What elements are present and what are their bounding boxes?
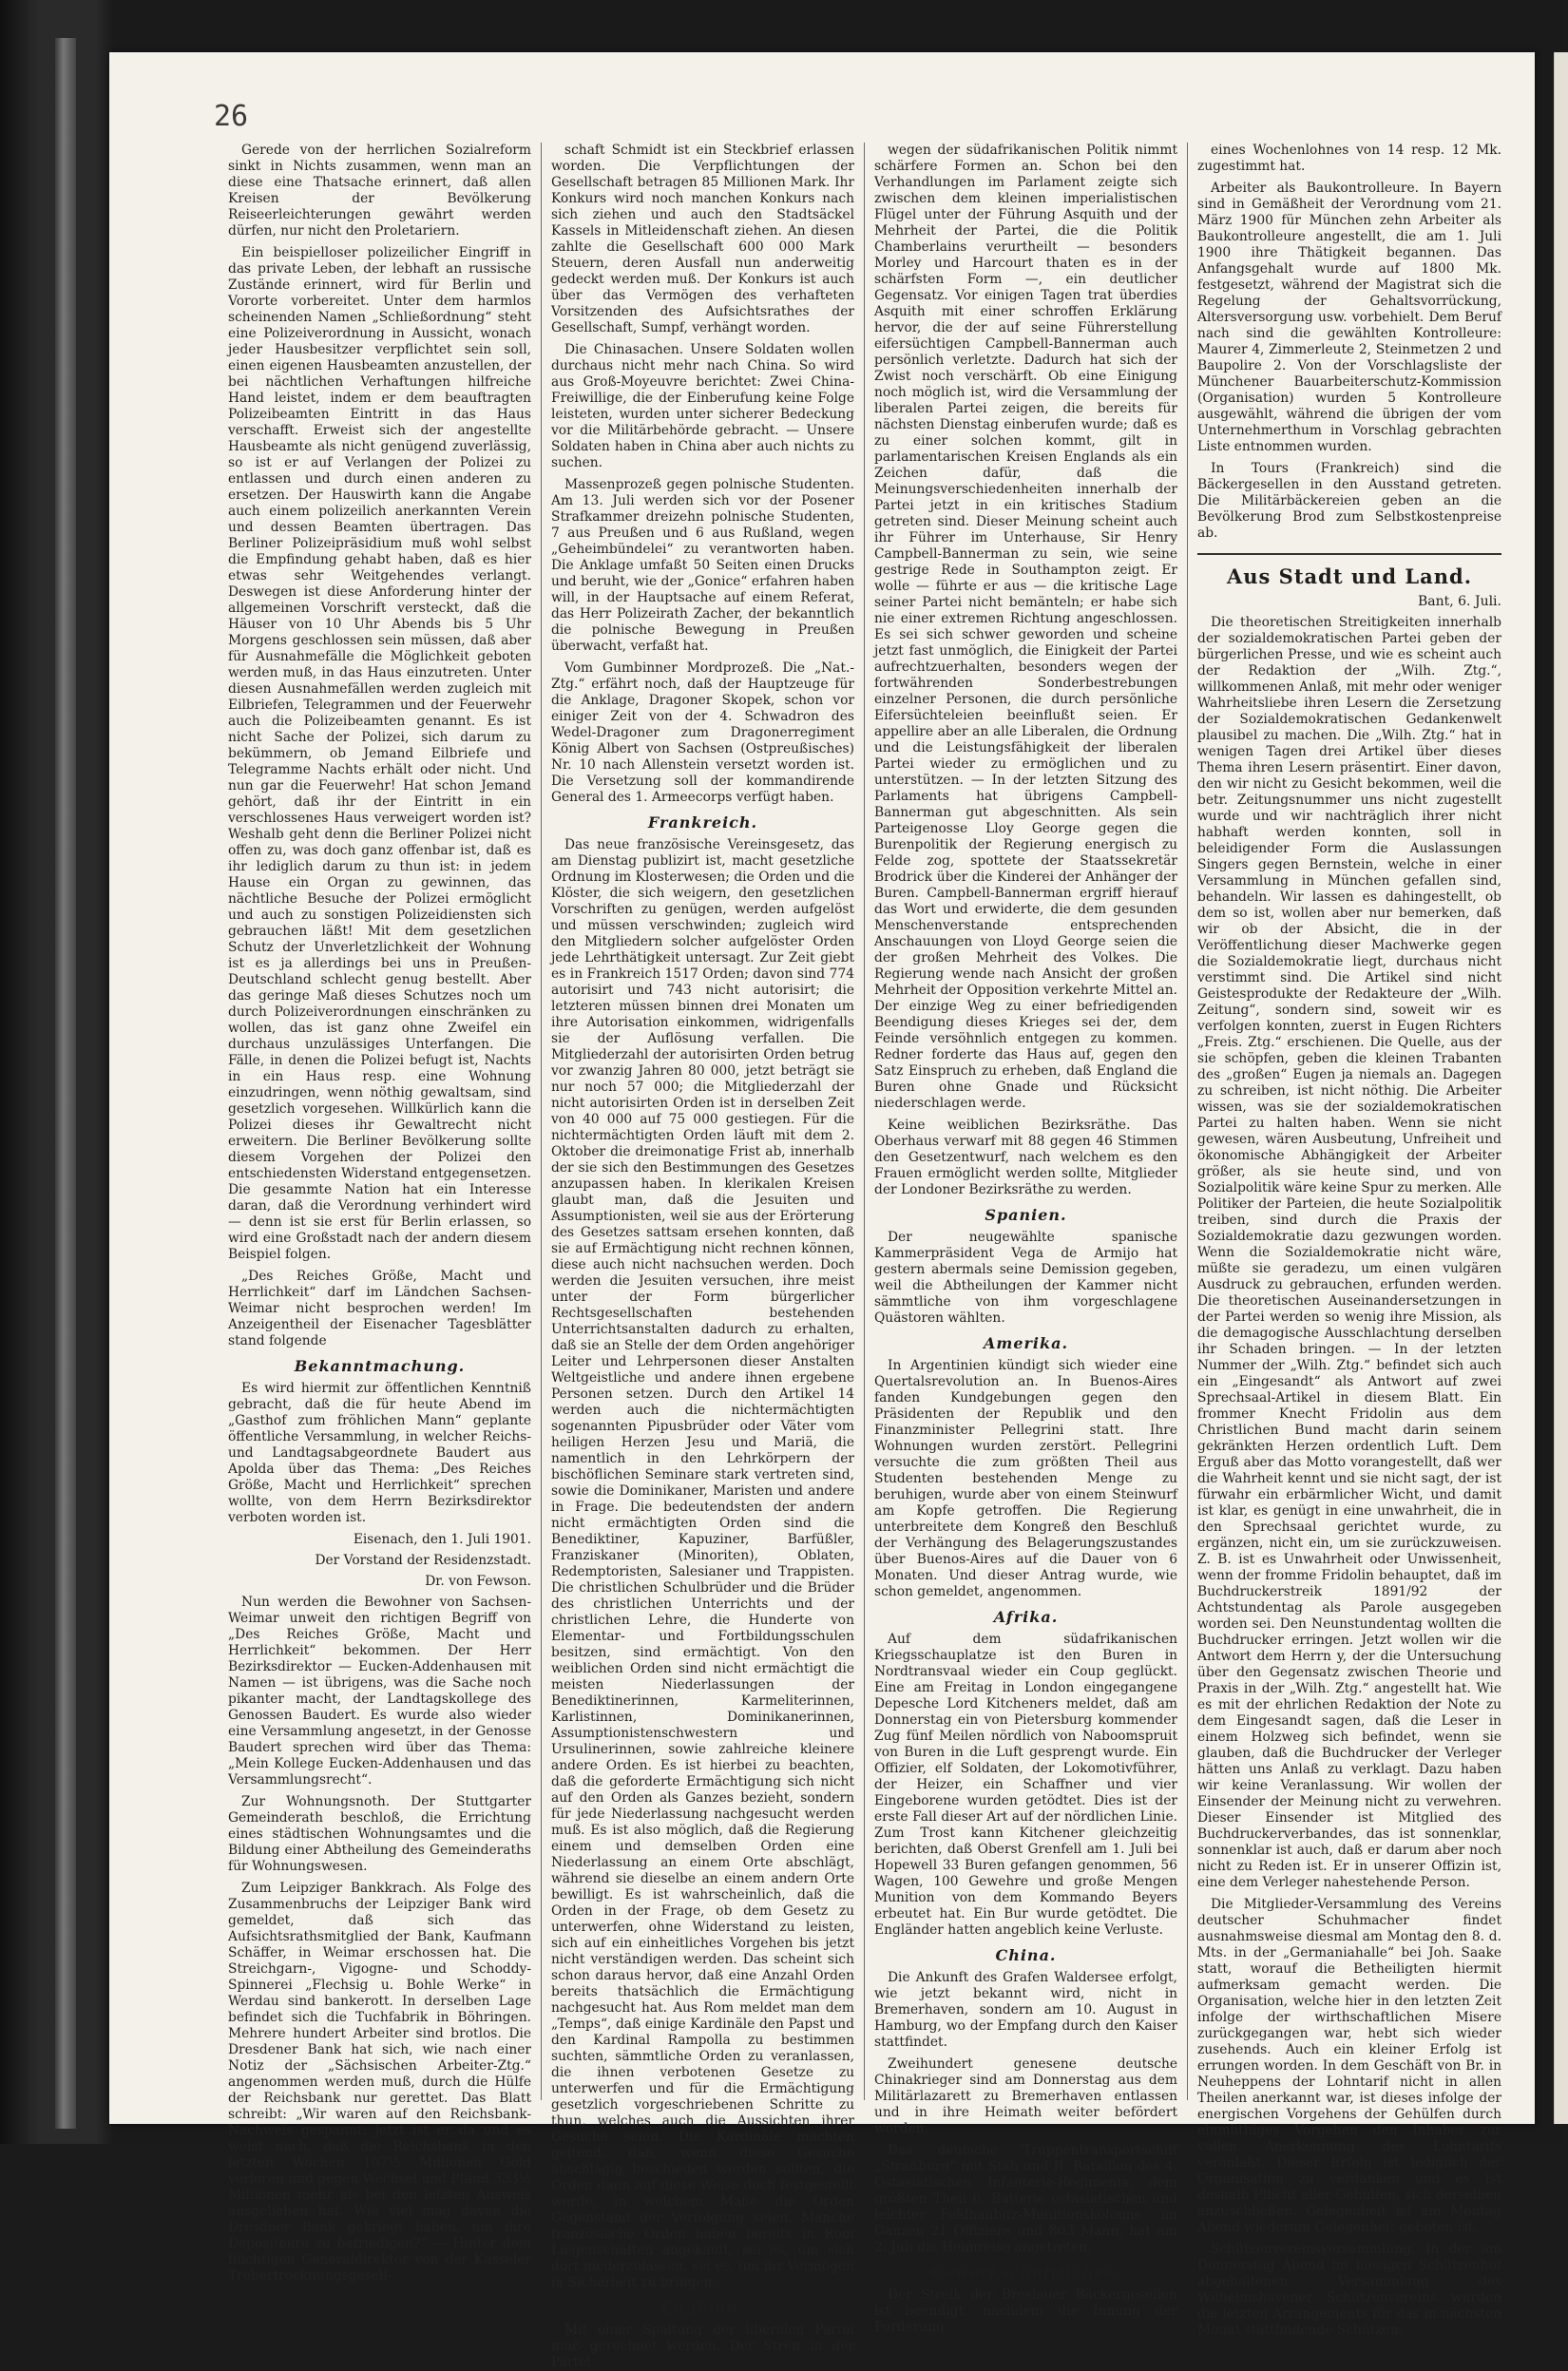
signature-line: Eisenach, den 1. Juli 1901.: [353, 1532, 531, 1547]
column-4: [1188, 143, 1511, 2338]
article-paragraph: Die theoretischen Streitigkeiten innerhalb der sozialdemokratischen Partei geben der bürgerlichen Presse, und wie es scheint auch der Redaktion der „Wilh. Ztg.“, willkommenen Anlaß, mit mehr oder weniger Wahrheitsliebe ihren Lesern die Zersetzung der Sozialdemokratischen Gedankenwelt plausibel zu machen. Die „Wilh. Ztg.“ hat in wenigen Tagen drei Artikel über dieses Thema ihren Lesern präsentirt. Einer davon, den wir nicht zu Gesicht bekommen, weil die betr. Zeitungsnummer uns nicht zugestellt wurde und wir nachträglich ihrer nicht habhaft werden konnten, soll in beleidigender Form die Auslassungen Singers gegen Bernstein, welche in einer Versammlung in München gefallen sind, behandeln. Wir lassen es dahingestellt, ob dem so ist, wollen aber nur bemerken, daß wir ob der Absicht, die in der Veröffentlichung dieser Machwerke gegen die Sozialdemokratie liegt, durchaus nicht verstimmt sind. Die Artikel sind nicht Geistesprodukte der Redakteure der „Wilh. Zeitung“, sondern sind, soweit wir es verfolgen konnten, zuerst in Eugen Richters „Freis. Ztg.“ erschienen. Die Quelle, aus der sie schöpfen, geben die kleinen Trabanten des „großen“ Eugen ja niemals an. Dagegen zu schreiben, ist nicht nöthig. Die Arbeiter wissen, was sie der sozialdemokratischen Partei zu halten haben. Wenn sie nicht gewesen, wären Ausbeutung, Unfreiheit und ökonomische Abhängigkeit der Arbeiter größer, als sie heute sind, und von Sozialpolitik wäre keine Spur zu merken. Alle Politiker der Parteien, die heute Sozialpolitik treiben, sind durch die Praxis der Sozialdemokratie dazu gezwungen worden. Wenn die Sozialdemokratie nicht wäre, müßte sie geradezu, um einen vulgären Ausdruck zu gebrauchen, erfunden werden. Die theoretischen Auseinandersetzungen in der Partei werden so wenig ihre Mission, als die demagogische Ausschlachtung derselben ihr Schaden bringen. — In der letzten Nummer der „Wilh. Ztg.“ befindet sich auch ein „Eingesandt“ als Antwort auf zwei Sprechsaal-Artikel in diesem Blatt. Ein frommer Knecht Fridolin aus dem Christlichen Bund macht darin seinem gekränkten Herzen ordentlich Luft. Dem Erguß aber das Motto vorangestellt, daß wer die Wahrheit kennt und sie nicht sagt, der ist fürwahr ein erbärmlicher Wicht, und damit ist klar, es genügt in eine unwahrheit, die in den Sprechsaal gerichtet wurde, zu ergänzen, nicht ein, um sie zurückzuweisen. Z. B. ist es Unwahrheit oder Unwissenheit, wenn der fromme Fridolin behauptet, daß im Buchdruckerstreik 1891/92 der Achtstundentag als Parole ausgegeben worden sei. Den Neunstundentag wollten die Buchdrucker erringen. Jetzt wollen wir die Antwort dem Herrn y, der die Untersuchung über den Gegensatz zwischen Theorie und Praxis in der „Wilh. Ztg.“ angestellt hat. Wie es mit der ehrlichen Redaktion der Note zu dem Eingesandt sagen, daß die Leser in einem Holzweg sich befindet, wenn sie glauben, daß die Buchdrucker der Verleger hätten uns Anlaß zu verklagt. Dazu haben wir keine Veranlassung. Wir wollen der Einsender der Meinung nicht zu verwehren. Dieser Einsender ist Mitglied des Buchdruckerverbandes, das ist sonnenklar, sonnenklar ist auch, daß er darum aber noch nicht zu Reden ist. Er in unserer Offizin ist, eine dem Verleger nahestehende Person.: [1197, 615, 1501, 1890]
section-heading: Frankreich.: [647, 813, 758, 832]
article-paragraph: Zum Leipziger Bankkrach. Als Folge des Zusammenbruchs der Leipziger Bank wird gemeldet, daß sich das Aufsichtsrathsmitglied der Bank, Kaufmann Schäffer, in Weimar erschossen hat. Die Streichgarn-, Vigogne- und Schoddy-Spinnerei „Flechsig u. Bohle Werke“ in Werdau sind bankerott. In derselben Lage befindet sich die Tuchfabrik in Böhringen. Mehrere hundert Arbeiter sind brotlos. Die Dresdener Bank hat sich, wie nach einer Notiz der „Sächsischen Arbeiter-Ztg.“ angenommen werden muß, durch die Hülfe der Reichsbank nur gerettet. Das Blatt schreibt: „Wir waren auf den Reichsbank-Nachweis gespannt; jetzt ist er da und es weist nach, daß die Reichsbank in den letzten Wochen 107½ Millionen Gold verloren und gegen Wechsel und Pfand 333⅓ Millionen mehr als bei den letzten Ausweis ausgeliehen hat. Wie viel mag davon die Dresdner Bank gekriegt haben, um ihre Depositeure zu befriedigen?“ — Hinter dem flüchtigen Generaldirektor von der Kasseler Trebertrocknungsgesell-: [228, 1881, 531, 2284]
article-paragraph: Gerede von der herrlichen Sozialreform sinkt in Nichts zusammen, wenn man an diese eine Thatsache erinnert, daß allen Kreisen der Bevölkerung Reiseerleichterungen gewährt werden dürfen, nur nicht den Proletariern.: [228, 143, 531, 239]
signature-line: Der Vorstand der Residenzstadt.: [315, 1553, 531, 1568]
article-paragraph: Arbeiter als Baukontrolleure. In Bayern sind in Gemäßheit der Verordnung vom 21. März 1900 für München zehn Arbeiter als Baukontrolleure angestellt, die am 1. Juli 1900 ihre Thätigkeit begannen. Das Anfangsgehalt wurde auf 1800 Mk. festgesetzt, während der Magistrat sich die Regelung der Gehaltsvorrückung, Altersversorgung usw. vorbehielt. Dem Beruf nach sind die gewählten Kontrolleure: Maurer 4, Zimmerleute 2, Steinmetzen 2 und Baupolire 2. Von der Vorschlagsliste der Münchener Bauarbeiterschutz-Kommission (Organisation) wurden 5 Kontrolleure ausgewählt, während die übrigen der vom Unternehmerthum in Vorschlag gebrachten Liste entnommen wurden.: [1197, 181, 1501, 454]
article-paragraph: Mit einer Spaltung der liberalen Partei muß gerechnet werden. Der Streit in der Partei: [551, 2323, 854, 2370]
article-paragraph: Der neugewählte spanische Kammerpräsident Vega de Armijo hat gestern abermals seine Demission gegeben, weil die Abtheilungen der Kammer nicht sämmtliche von ihm vorgeschlagene Quästoren wählten.: [874, 1230, 1177, 1326]
article-paragraph: wegen der südafrikanischen Politik nimmt schärfere Formen an. Schon bei den Verhandlungen im Parlament zeigte sich zwischen dem kleinen imperialistischen Flügel unter der Führung Asquith und der Mehrheit der Partei, die die Politik Chamberlains verurtheilt — besonders Morley und Harcourt thaten es in der schärfsten Form —, ein deutlicher Gegensatz. Vor einigen Tagen trat überdies Asquith mit einer schroffen Erklärung hervor, die der auf seine Führerstellung eifersüchtigen Campbell-Bannerman auch persönlich verletzte. Dadurch hat sich der Zwist noch verschärft. Ob eine Einigung noch möglich ist, wird die Versammlung der liberalen Partei zeigen, die bereits für nächsten Dienstag einberufen wurde; daß es zu einer solchen kommt, gilt in parlamentarischen Kreisen Englands als ein Zeichen dafür, daß die Meinungsverschiedenheiten innerhalb der Partei jetzt in ein kritisches Stadium getreten sind. Dieser Meinung scheint auch ihr Führer im Unterhause, Sir Henry Campbell-Bannerman zu sein, wie seine gestrige Rede in Southampton zeigt. Er wolle — führte er aus — die kritische Lage seiner Partei nicht bemänteln; er habe sich nie einer extremen Richtung angeschlossen. Es sei sich schwer geworden und scheine jetzt fast unmöglich, die Einigkeit der Partei aufrechtzuerhalten, besonders wegen der fortwährenden Sonderbestrebungen einzelner Personen, die durch persönliche Eifersüchteleien beeinflußt seien. Er appellire aber an alle Liberalen, die Ordnung und die Leistungsfähigkeit der liberalen Partei wieder zu ermöglichen und zu unterstützen. — In der letzten Sitzung des Parlaments hat übrigens Campbell-Bannerman gut abgeschnitten. Als sein Parteigenosse Lloy George gegen die Burenpolitik der Regierung energisch zu Felde zog, spottete der Staatssekretär Brodrick über die Kinderei der Anhänger der Buren. Campbell-Bannerman ergriff hierauf das Wort und erwiderte, die dem gesunden Menschenverstande entsprechenden Anschauungen von Lloyd George seien die der großen Mehrheit des Volkes. Die Regierung wende nach Ansicht der großen Mehrheit der Opposition verkehrte Mittel an. Der einzige Weg zu einer befriedigenden Beendigung dieses Krieges sei der, dem Feinde versöhnlich entgegen zu kommen. Redner forderte das Haus auf, gegen den Satz Einspruch zu erheben, daß England die Buren ohne Gnade und Rücksicht niederschlagen werde.: [874, 143, 1177, 1111]
article-paragraph: Zweihundert genesene deutsche Chinakrieger sind am Donnerstag aus dem Militärlazarett zu Bremerhaven entlassen und in ihre Heimath weiter befördert worden.: [874, 2056, 1177, 2136]
section-heading: China.: [995, 1946, 1057, 1964]
article-paragraph: Es wird hiermit zur öffentlichen Kenntniß gebracht, daß die für heute Abend im „Gasthof zum fröhlichen Mann“ geplante öffentliche Versammlung, in welcher Reichs- und Landtagsabgeordnete Baudert aus Apolda über das Thema: „Des Reiches Größe, Macht und Herrlichkeit“ sprechen wollte, von dem Herrn Bezirksdirektor verboten worden ist.: [228, 1381, 531, 1525]
article-paragraph: Das deutsche Truppentransportschiff „Straßburg“ mit Stab und II. Bataillon des 4. Ostasiatischen Infanterie-Regiments, dem größten Theil 6. Batterie ostasiatischen und leichter Feldhaubitz-Munitionskolonne, im Ganzen 21 Offiziere und 803 Mann, hat am 2. Juli die Heimreise angetreten.: [874, 2143, 1177, 2255]
article-paragraph: Die Mitglieder-Versammlung des Vereins deutscher Schuhmacher findet ausnahmsweise diesmal am Montag den 8. d. Mts. in der „Germaniahalle“ bei Joh. Saake statt, worauf die Betheiligten hiermit aufmerksam gemacht werden. Die Organisation, welche hier in den letzten Zeit infolge der wirthschaftlichen Misere zurückgegangen war, hebt sich wieder zusehends. Auch ein kleiner Erfolg ist errungen worden. In dem Geschäft von Br. in Neuheppens der Lohntarif nicht in allen Theilen anerkannt war, ist dieses infolge der energischen Vorgehens der Gehülfen durch einmüthiges Vorgehen den Inhaber zur vollen Anerkennung des Lohntarifs veranlaßt. Dieser Erfolg ist lediglich der Organisation zu verdanken und es ist deshalb Pflicht aller Gehülfen, sich derselben anzuschließen. Gelegenheit ist am Montag Abend wiederum Gelegenheit geboten ist.: [1197, 1897, 1501, 2235]
article-paragraph: Massenprozeß gegen polnische Studenten. Am 13. Juli werden sich vor der Posener Strafkammer dreizehn polnische Studenten, 7 aus Preußen und 6 aus Rußland, wegen „Geheimbündelei“ zu verantworten haben. Die Anklage umfaßt 50 Seiten einen Drucks und beruht, wie der „Gonice“ erfahren haben will, in der Hauptsache auf einem Referat, das Herr Polizeirath Zacher, der bekanntlich die polnische Bewegung in Preußen überwacht, verfaßt hat.: [551, 477, 854, 654]
article-paragraph: Ein beispielloser polizeilicher Eingriff in das private Leben, der lebhaft an russische Zustände erinnert, wird für Berlin und Vororte vorbereitet. Unter dem harmlos scheinenden Namen „Schließordnung“ steht eine Polizeiverordnung in Aussicht, wonach jeder Hausbesitzer verpflichtet sein soll, einen eigenen Hausbeamten anzustellen, der bei nächtlichen Verhaftungen hilfreiche Hand leistet, indem er dem beauftragten Polizeibeamten Eintritt in das Haus verschafft. Erweist sich der angestellte Hausbeamte als nicht genügend zuverlässig, so ist er auf Verlangen der Polizei zu entlassen und durch einen anderen zu ersetzen. Der Hauswirth kann die Angabe auch einem polizeilich anerkannten Verein und dessen Beamten übertragen. Das Berliner Polizeipräsidium muß wohl selbst die Empfindung gehabt haben, daß es hier etwas sehr Weitgehendes verlangt. Deswegen ist diese Anforderung hinter der allgemeinen Vorschrift versteckt, daß die Häuser von 10 Uhr Abends bis 5 Uhr Morgens geschlossen sein müssen, daß aber für Ausnahmefälle die Möglichkeit geboten werden muß, in das Haus einzutreten. Unter diesen Ausnahmefällen werden zugleich mit Eilbriefen, Telegrammen und der Feuerwehr auch die Polizeibeamten genannt. Es ist nicht Sache der Polizei, sich darum zu bekümmern, ob Jemand Eilbriefe und Telegramme Nachts erhält oder nicht. Und nun gar die Feuerwehr! Hat schon Jemand gehört, daß ihr der Eintritt in ein verschlossenes Haus verweigert worden ist? Weshalb geht denn die Berliner Polizei nicht offen zu, was doch ganz offenbar ist, daß es ihr lediglich darum zu thun ist: in jedem Hause ein Organ zu gewinnen, das nächtliche Besuche der Polizei ermöglicht und auch zu sonstigen Polizeidiensten sich gebrauchen läßt! Mit dem gesetzlichen Schutz der Unverletzlichkeit der Wohnung ist es ja allerdings bei uns in Preußen-Deutschland schlecht genug bestellt. Aber das geringe Maß dieses Schutzes noch um durch Polizeiverordnungen einschränken zu wollen, das ist ganz ohne Zweifel ein durchaus unzulässiges Unterfangen. Die Fälle, in denen die Polizei befugt ist, Nachts in ein Haus resp. eine Wohnung einzudringen, wenn nöthig gewaltsam, sind gesetzlich vorgesehen. Willkürlich kann die Polizei dieses ihr Gewaltrecht nicht erweitern. Die Berliner Bevölkerung sollte diesem Vorgehen der Polizei den entschiedensten Widerstand entgegensetzen. Die gesammte Nation hat ein Interesse daran, daß die Verordnung verhindert wird — denn ist sie erst für Berlin erlassen, so wird eine Großstadt nach der andern diesem Beispiel folgen.: [228, 245, 531, 1262]
article-paragraph: Die Ankunft des Grafen Waldersee erfolgt, wie jetzt bekannt wird, nicht in Bremerhaven, sondern am 10. August in Hamburg, wo der Empfang durch den Kaiser stattfindet.: [874, 1970, 1177, 2050]
section-heading: Afrika.: [993, 1608, 1059, 1626]
section-heading: Spanien.: [985, 1206, 1067, 1224]
section-heading: Amerika.: [983, 1334, 1069, 1352]
article-paragraph: Das neue französische Vereinsgesetz, das am Dienstag publizirt ist, macht gesetzliche Ordnung im Klosterwesen; die Orden und die Klöster, die sich weigern, den gesetzlichen Vorschriften zu genügen, werden aufgelöst und müssen verschwinden; zugleich wird den Mitgliedern solcher aufgelöster Orden jede Lehrthätigkeit untersagt. Zur Zeit giebt es in Frankreich 1517 Orden; davon sind 774 autorisirt und 743 nicht autorisirt; die letzteren müssen binnen drei Monaten um ihre Autorisation einkommen, widrigenfalls sie der Auflösung verfallen. Die Mitgliederzahl der autorisirten Orden betrug vor zwanzig Jahren 80 000, jetzt beträgt sie nur noch 57 000; die Mitgliederzahl der nicht autorisirten Orden ist in derselben Zeit von 40 000 auf 75 000 gestiegen. Für die nichtermächtigten Orden läuft mit dem 2. Oktober die dreimonatige Frist ab, innerhalb der sie sich den Bestimmungen des Gesetzes anzupassen haben. In klerikalen Kreisen glaubt man, daß die Jesuiten und Assumptionisten, weil sie aus der Erörterung des Gesetzes sattsam ersehen konnten, daß sie auf Ermächtigung nicht rechnen können, diese auch nicht nachsuchen werden. Doch werden die Jesuiten versuchen, ihre meist unter der Form bürgerlicher Rechtsgesellschaften bestehenden Unterrichtsanstalten dadurch zu erhalten, daß sie an Stelle der dem Orden angehöriger Leiter und Lehrpersonen dieser Anstalten Weltgeistliche und andere ihnen ergebene Personen setzen. Durch den Artikel 14 werden auch die nichtermächtigten sogenannten Pipusbrüder oder Väter vom heiligen Herzen Jesu und Mariä, die namentlich in den Lehrkörpern der bischöflichen Seminare stark vertreten sind, sowie die Dominikaner, Maristen und andere in Frage. Die bedeutendsten der andern nicht ermächtigten Orden sind die Benediktiner, Kapuziner, Barfüßler, Franziskaner (Minoriten), Oblaten, Redemptoristen, Salesianer und Trappisten. Die christlichen Schulbrüder und die Brüder des christlichen Unterrichts und der christlichen Lehre, die Hunderte von Elementar- und Fortbildungsschulen besitzen, sind ermächtigt. Von den weiblichen Orden sind nicht ermächtigt die meisten Niederlassungen der Benediktinerinnen, Karmeliterinnen, Karlistinnen, Dominikanerinnen, Assumptionistenschwestern und Ursulinerinnen, sowie zahlreiche kleinere andere Orden. Es ist hierbei zu beachten, daß die geforderte Ermächtigung sich nicht auf den Orden als Ganzes bezieht, sondern für jede Niederlassung nachgesucht werden muß. Es ist also möglich, daß die Regierung einem und demselben Orden eine Niederlassung an einem Orte abschlägt, während sie dieselbe an einem andern Orte bewilligt. Es ist wahrscheinlich, daß die Orden in der Frage, ob dem Gesetz zu unterwerfen, ohne Widerstand zu leisten, sich auf ein einheitliches Vorgehen bis jetzt nicht verständigen werden. Das scheint sich schon daraus hervor, daß eine Anzahl Orden bereits thatsächlich die Ermächtigung nachgesucht hat. Aus Rom meldet man dem „Temps“, daß einige Kardinäle den Papst und den Kardinal Rampolla zu bestimmen suchten, sämmtliche Orden zu veranlassen, die ihnen verbotenen Gesetze zu unterwerfen und für die Ermächtigung gesetzlich vorgeschriebenen Schritte zu thun, welches auch die Aussichten ihrer Gesuche seien. Die Kardinäle machten geltend, daß, wenn diese Gesuche abschlägig beschieden werden sollten, die Orden dann auf diese Weise doch festgestellt werde, in welchem Maße die Orden Gegenstand der Verfolgung seien. Manche französische Orden haben bereits in Rom Liegenschaften angekauft, sei es, um sich dort niederzulassen, sei es, um ihr Vermögen in Sicherheit zu bringen.: [551, 837, 854, 2290]
article-paragraph: In Argentinien kündigt sich wieder eine Quertalsrevolution an. In Buenos-Aires fanden Kundgebungen gegen den Präsidenten der Republik und den Finanzminister Pellegrini statt. Ihre Wohnungen wurden zerstört. Pellegrini versuchte die zum größten Theil aus Studenten bestehenden Menge zu beruhigen, wurde aber von einem Steinwurf am Kopfe getroffen. Die Regierung unterbreitete dem Kongreß den Beschluß der Verhängung des Belagerungszustandes über Buenos-Aires auf die Dauer von 6 Monaten. Und dieser Antrag wurde, wie schon gemeldet, angenommen.: [874, 1358, 1177, 1599]
article-paragraph: Schützenvereinsversammlung. In der am Donnerstag Abend im hiesigen Schützenhof abgehaltenen Versammlung des Wilhelmshavener Schützenvereins wurden die letzten Arrangements für das in nächsten Monat stattfindende Schützen-: [1197, 2242, 1501, 2338]
article-paragraph: eines Wochenlohnes von 14 resp. 12 Mk. zugestimmt hat.: [1197, 143, 1501, 174]
section-heading: Gewerkschaftliches.: [930, 2264, 1121, 2282]
text-columns: [219, 143, 1544, 2370]
section-heading: England.: [660, 2299, 745, 2317]
column-1: [219, 143, 542, 2284]
article-paragraph: Die Chinasachen. Unsere Soldaten wollen durchaus nicht mehr nach China. So wird aus Groß-Moyeuvre berichtet: Zwei China-Freiwillige, die der Einberufung keine Folge leisteten, wurden unter sicherer Bedeckung vor die Militärbehörde gebracht. — Unsere Soldaten haben in China aber auch nichts zu suchen.: [551, 342, 854, 470]
article-paragraph: Der Streik der Breslauer Bäckergesellen ist beendigt, nachdem die Innung der Forderung: [874, 2287, 1177, 2335]
column-3: [865, 143, 1188, 2335]
article-paragraph: Vom Gumbinner Mordprozeß. Die „Nat.-Ztg.“ erfährt noch, daß der Hauptzeuge für die Anklage, Dragoner Skopek, schon vor einiger Zeit von der 4. Schwadron des Wedel-Dragoner zum Dragonerregiment König Albert von Sachsen (Ostpreußisches) Nr. 10 nach Allenstein versetzt worden ist. Die Versetzung soll der kommandirende General des 1. Armeecorps verfügt haben.: [551, 660, 854, 805]
article-paragraph: Keine weiblichen Bezirksräthe. Das Oberhaus verwarf mit 88 gegen 46 Stimmen den Gesetzentwurf, nach welchem es den Frauen ermöglicht werden sollte, Mitglieder der Londoner Bezirksräthe zu werden.: [874, 1118, 1177, 1197]
local-news-heading: Aus Stadt und Land.: [1197, 553, 1501, 588]
dateline: Bant, 6. Juli.: [1417, 594, 1501, 609]
article-paragraph: Auf dem südafrikanischen Kriegsschauplatze ist den Buren in Nordtransvaal wieder ein Coup geglückt. Eine am Freitag in London eingegangene Depesche Lord Kitcheners meldet, daß am Donnerstag ein von Pietersburg kommender Zug fünf Meilen nördlich von Naboomspruit von Buren in die Luft gesprengt wurde. Ein Offizier, elf Soldaten, der Lokomotivführer, der Heizer, ein Schaffner und vier Eingeborene wurden getödtet. Dies ist der erste Fall dieser Art auf der nördlichen Linie. Zum Trost kann Kitchener gleichzeitig berichten, daß Oberst Grenfell am 1. Juli bei Hopewell 33 Buren gefangen genommen, 56 Wagen, 100 Gewehre und große Mengen Munition von dem Kommando Beyers erbeutet hat. Ein Bur wurde getödtet. Die Engländer hatten angeblich keine Verluste.: [874, 1632, 1177, 1938]
section-heading: Bekanntmachung.: [294, 1357, 466, 1375]
column-2: [542, 143, 865, 2370]
newspaper-page: [109, 52, 1535, 2370]
article-paragraph: „Des Reiches Größe, Macht und Herrlichkeit“ darf im Ländchen Sachsen-Weimar nicht besprochen werden! Im Anzeigentheil der Eisenacher Tagesblätter stand folgende: [228, 1269, 531, 1348]
signature-line: Dr. von Fewson.: [425, 1574, 531, 1589]
article-paragraph: schaft Schmidt ist ein Steckbrief erlassen worden. Die Verpflichtungen der Gesellschaft betragen 85 Millionen Mark. Ihr Konkurs wird noch manchen Konkurs nach sich ziehen und auch den Stadtsäckel Kassels in Mitleidenschaft ziehen. An diesen zahlte die Gesellschaft 600 000 Mark Steuern, deren Ausfall nun anderweitig gedeckt werden muß. Der Konkurs ist auch über das Vermögen des verhafteten Vorsitzenden des Aufsichtsrathes der Gesellschaft, Sumpf, verhängt worden.: [551, 143, 854, 335]
article-paragraph: Zur Wohnungsnoth. Der Stuttgarter Gemeinderath beschloß, die Errichtung eines städtischen Wohnungsamtes und die Bildung einer Abtheilung des Gemeinderaths für Wohnungswesen.: [228, 1794, 531, 1874]
article-paragraph: In Tours (Frankreich) sind die Bäckergesellen in den Ausstand getreten. Die Militärbäckereien geben an die Bevölkerung Brod zum Selbstkostenpreise ab.: [1197, 461, 1501, 541]
page-edge: [1554, 52, 1568, 2124]
binding-spine: [55, 38, 76, 2129]
page-number: 26: [214, 100, 249, 133]
article-paragraph: Nun werden die Bewohner von Sachsen-Weimar unweit den richtigen Begriff von „Des Reiches Größe, Macht und Herrlichkeit“ bekommen. Der Herr Bezirksdirektor — Eucken-Addenhausen mit Namen — ist übrigens, was die Sache noch pikanter macht, der Landtagskollege des Genossen Baudert. Es wurde also wieder eine Versammlung angesetzt, in der Genosse Baudert sprechen wird über das Thema: „Mein Kollege Eucken-Addenhausen und das Versammlungsrecht“.: [228, 1595, 531, 1788]
